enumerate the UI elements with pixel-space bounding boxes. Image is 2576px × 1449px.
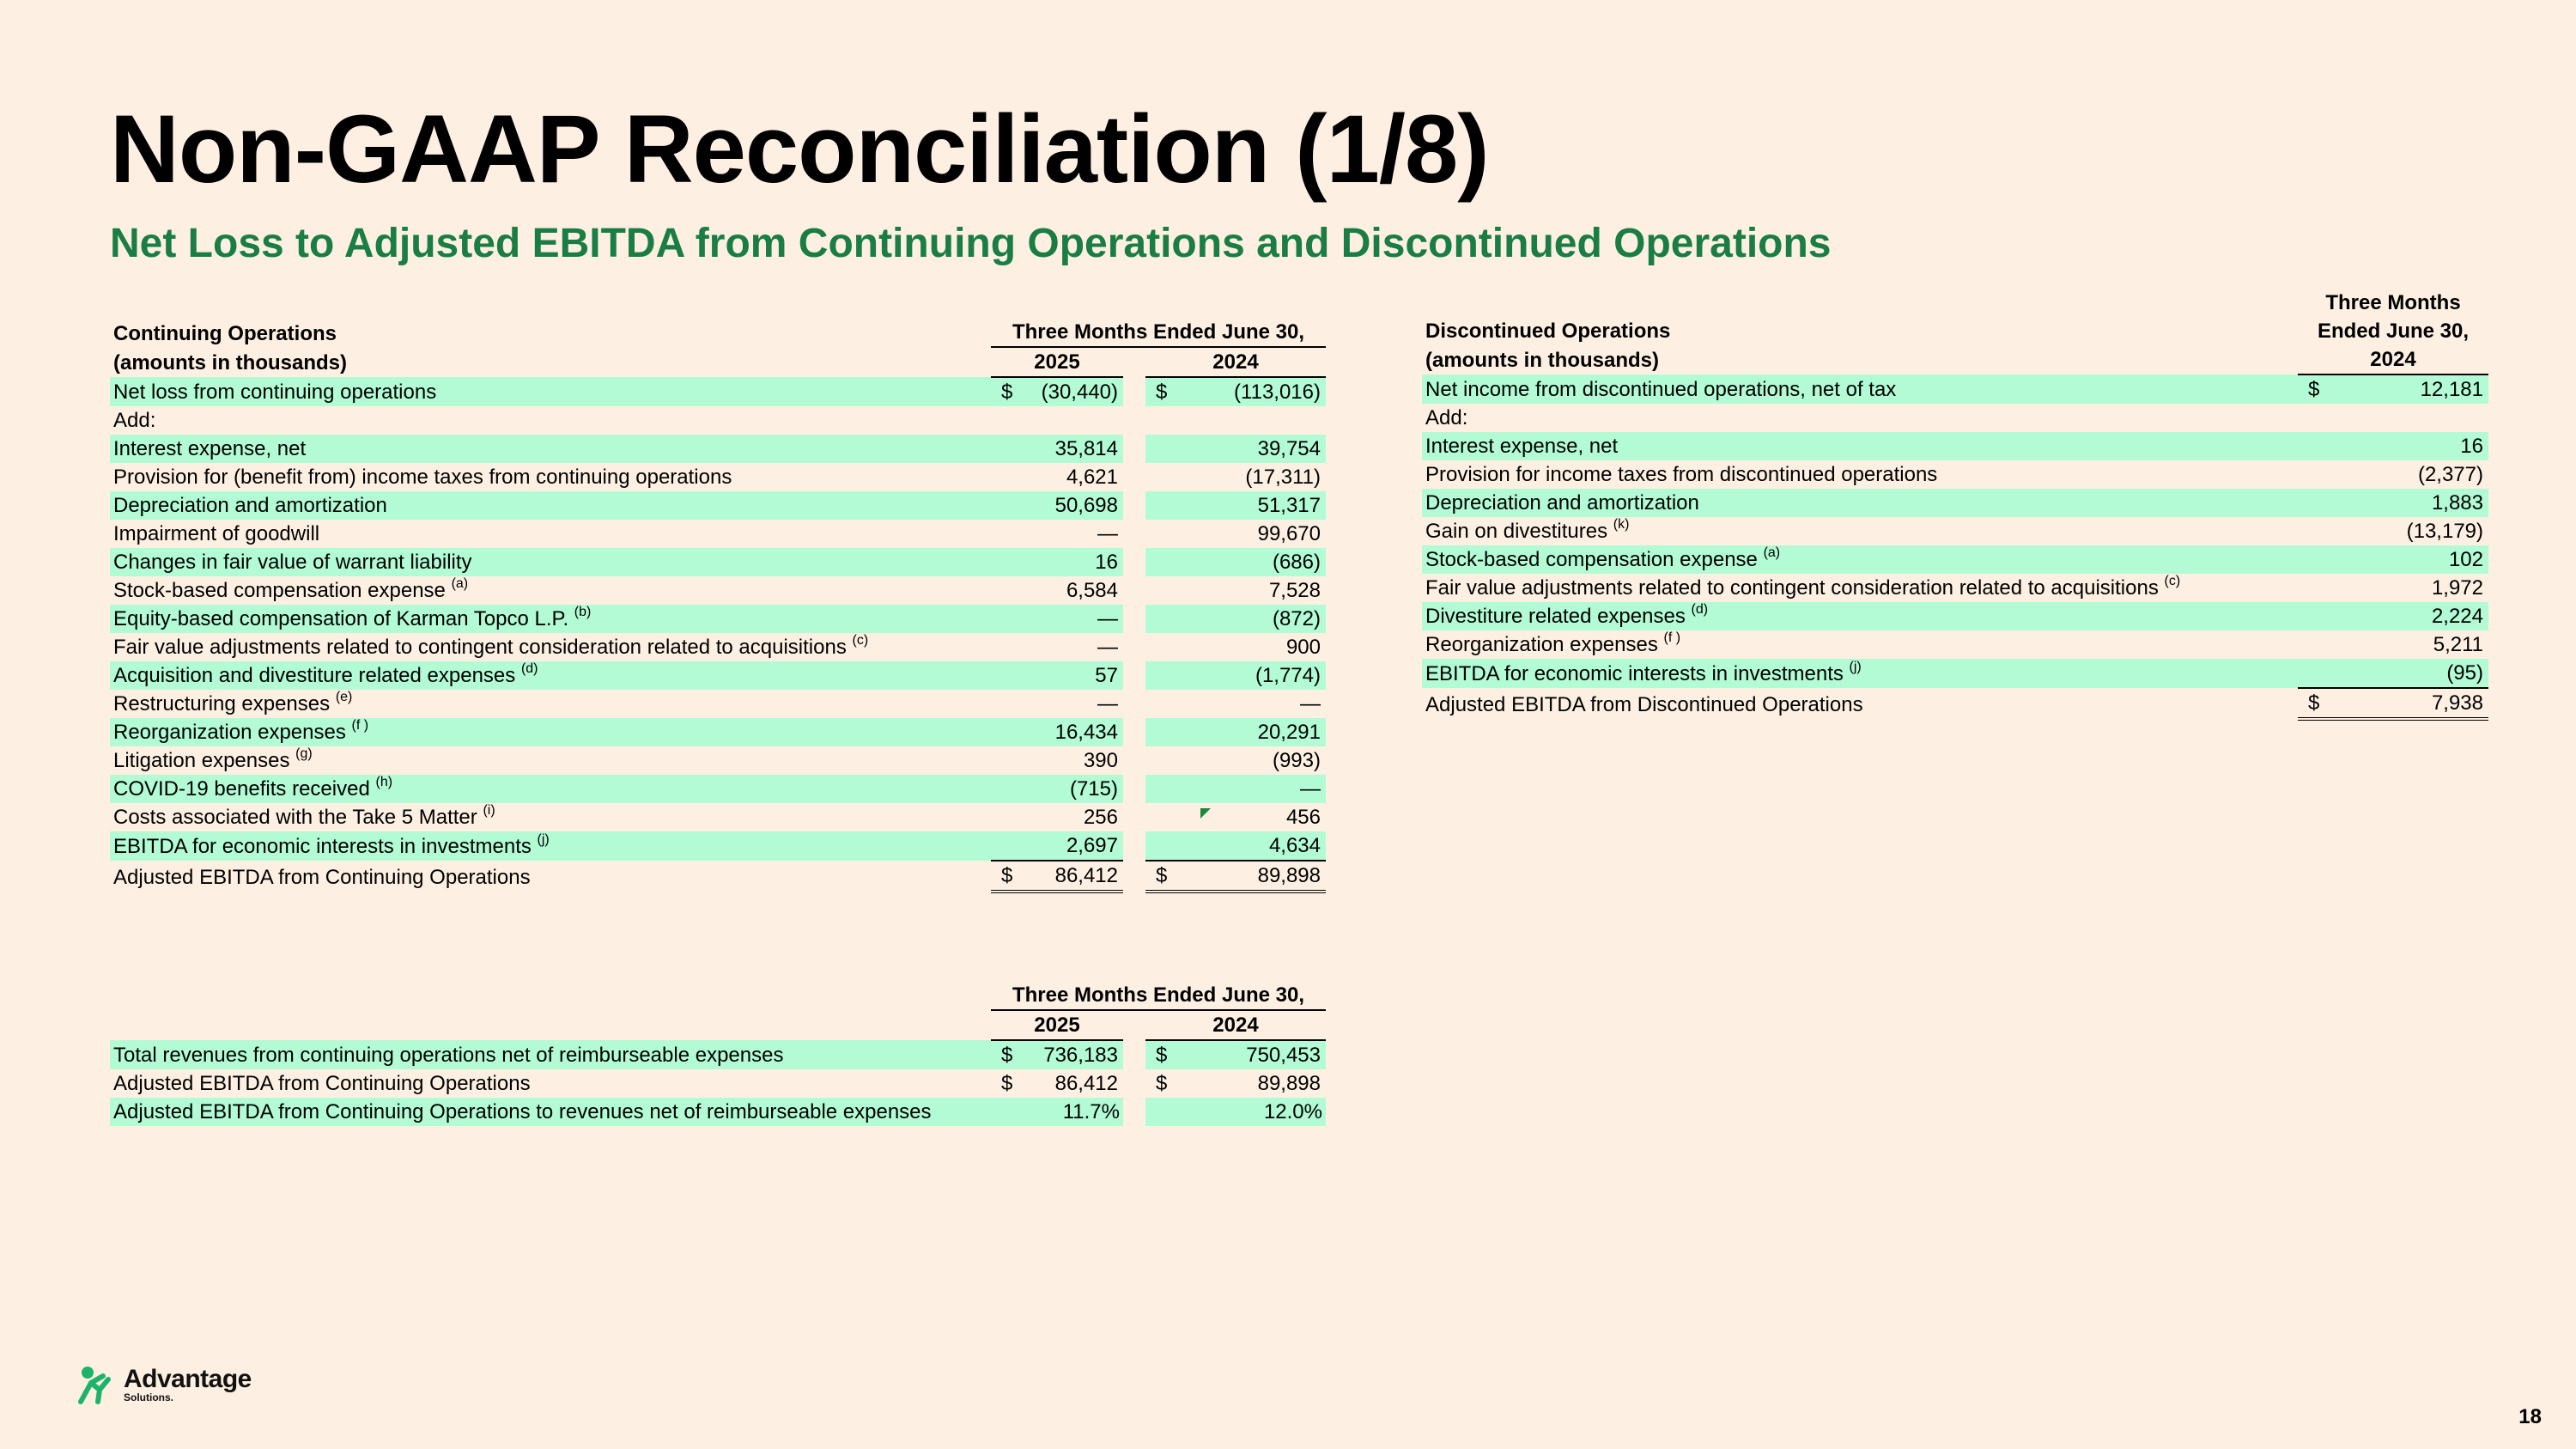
value-2025: (30,440) (1032, 377, 1123, 406)
value-2024: (17,311) (1245, 466, 1321, 489)
logo-subname: Solutions. (124, 1391, 173, 1403)
page-subtitle: Net Loss to Adjusted EBITDA from Continuing Operations and Discontinued Operations (110, 221, 1832, 266)
row-label (110, 491, 991, 520)
value-2025: — (1097, 636, 1118, 659)
row-label (110, 746, 991, 775)
value-2024: 99,670 (1257, 522, 1321, 545)
value-2024: 102 (2342, 545, 2488, 574)
value-2025 (1032, 406, 1123, 435)
footnote-marker: (a) (1763, 545, 1781, 560)
logo-wordmark (124, 1367, 252, 1403)
page-number: 18 (2518, 1405, 2542, 1428)
value-2025: 57 (1032, 661, 1123, 690)
value-2025: 256 (1083, 806, 1118, 829)
row-label-text: Fair value adjustments related to contingent consideration related to acquisitions (1425, 576, 2159, 600)
value-2024: 7,938 (2342, 688, 2488, 719)
discontinued-total-row (1422, 688, 2488, 719)
row-label (110, 435, 991, 463)
continuing-total-row (110, 861, 1326, 892)
value-2024: 4,634 (1187, 831, 1326, 861)
table-row (110, 520, 1326, 548)
value-2024: 39,754 (1187, 435, 1326, 463)
row-label (110, 520, 991, 548)
value-2024: (686) (1187, 548, 1326, 576)
footnote-marker: (h) (375, 775, 393, 789)
table-row (110, 1069, 1326, 1098)
value-2024: (872) (1187, 605, 1326, 633)
value-2025: 35,814 (1032, 435, 1123, 463)
value-2024: 2,224 (2342, 602, 2488, 630)
value-2024: 456 (1285, 806, 1321, 829)
row-label-text: Add: (1425, 406, 1468, 429)
row-label (110, 803, 991, 831)
footnote-marker: (c) (2164, 574, 2181, 588)
value-2024 (2342, 404, 2488, 432)
value-2024: (95) (2342, 659, 2488, 688)
row-label-text: Acquisition and divestiture related expenses (113, 664, 516, 687)
row-label (110, 377, 991, 406)
row-label (110, 605, 991, 633)
table-row (1422, 460, 2488, 489)
row-label (110, 718, 991, 746)
table-row (1422, 404, 2488, 432)
row-label-text: Provision for (benefit from) income taxes from continuing operations (113, 466, 732, 489)
currency-symbol: $ (991, 377, 1032, 406)
table-row (1422, 630, 2488, 659)
value-2024: (1,774) (1187, 661, 1326, 690)
revenue-period-label: Three Months Ended June 30, (991, 981, 1326, 1011)
row-label-text: Add: (113, 409, 156, 432)
value-2024: (13,179) (2406, 520, 2483, 543)
row-label-text: Restructuring expenses (113, 692, 331, 715)
currency-symbol: $ (991, 1040, 1032, 1069)
footnote-marker: (g) (295, 746, 313, 761)
row-label-text: EBITDA for economic interests in investments (1425, 662, 1844, 685)
value-2025: 390 (1083, 749, 1118, 772)
row-label: Adjusted EBITDA from Continuing Operations (113, 1072, 531, 1095)
value-2024: — (1187, 775, 1326, 803)
row-label (1422, 602, 2298, 630)
logo-name: Advantage (124, 1365, 252, 1393)
row-label-text: EBITDA for economic interests in investments (113, 835, 532, 858)
value-2025: 736,183 (1032, 1040, 1123, 1069)
value-2024: 51,317 (1187, 491, 1326, 520)
discontinued-year-2024: 2024 (2298, 345, 2488, 374)
table-row (1422, 574, 2488, 602)
row-label-text: Net loss from continuing operations (113, 381, 437, 404)
continuing-period-header (991, 318, 1326, 348)
value-2025: 86,412 (1032, 861, 1123, 892)
value-2025: 11.7% (991, 1098, 1123, 1126)
row-label (1422, 489, 2298, 517)
footnote-marker: (f ) (1663, 630, 1681, 645)
table-row (1422, 602, 2488, 630)
row-label: Adjusted EBITDA from Discontinued Operations (1425, 693, 1863, 716)
row-label-text: Impairment of goodwill (113, 522, 320, 545)
table-row (110, 605, 1326, 633)
table-row (1422, 545, 2488, 574)
footnote-marker: (d) (520, 661, 538, 676)
currency-symbol: $ (991, 861, 1032, 892)
value-2024: 20,291 (1187, 718, 1326, 746)
row-label (110, 548, 991, 576)
footnote-marker: (d) (1691, 602, 1709, 617)
table-row (110, 377, 1326, 406)
currency-symbol: $ (1156, 1072, 1168, 1095)
row-label-text: Gain on divestitures (1425, 520, 1608, 543)
table-row (110, 435, 1326, 463)
table-row (110, 718, 1326, 746)
row-label (110, 633, 991, 661)
row-label-text: Interest expense, net (113, 437, 307, 460)
row-label-text: Fair value adjustments related to contingent consideration related to acquisitions (113, 636, 847, 659)
value-2024: 16 (2342, 432, 2488, 460)
row-label (1422, 630, 2298, 659)
discontinued-header-title: Discontinued Operations (1425, 320, 1671, 343)
value-2025: 4,621 (1066, 466, 1118, 489)
table-row (110, 661, 1326, 690)
table-row (110, 1040, 1326, 1069)
value-2024: 12,181 (2342, 374, 2488, 404)
row-label (1422, 545, 2298, 574)
row-label-text: Equity-based compensation of Karman Topco L.P. (113, 607, 569, 630)
currency-symbol: $ (1145, 1040, 1187, 1069)
value-2025: 16,434 (1032, 718, 1123, 746)
table-row (110, 831, 1326, 861)
value-2024: 900 (1285, 636, 1321, 659)
continuing-year-2025: 2025 (991, 348, 1123, 377)
value-2024: 12.0% (1145, 1098, 1326, 1126)
advantage-solutions-logo (76, 1364, 252, 1405)
table-row (1422, 659, 2488, 688)
currency-symbol: $ (1001, 1072, 1013, 1095)
table-row (110, 548, 1326, 576)
value-2024: — (1300, 692, 1321, 715)
revenue-ratio-table (110, 981, 1326, 1126)
value-2024: (993) (1272, 749, 1321, 772)
row-label (1422, 659, 2298, 688)
discontinued-operations-table (1422, 289, 2488, 721)
revenue-year-2025: 2025 (991, 1011, 1123, 1040)
footnote-marker: (j) (537, 832, 550, 847)
continuing-operations-table (110, 318, 1326, 893)
value-2025: (715) (1032, 775, 1123, 803)
value-2024: 7,528 (1268, 579, 1321, 602)
currency-symbol: $ (2298, 688, 2342, 719)
row-label-text: Stock-based compensation expense (113, 579, 446, 602)
value-2025: 86,412 (1054, 1072, 1118, 1095)
discontinued-period-line1: Three Months (2325, 291, 2461, 314)
row-label: Total revenues from continuing operations net of reimburseable expenses (110, 1040, 991, 1069)
row-label (110, 406, 991, 435)
row-label-text: Stock-based compensation expense (1425, 548, 1758, 571)
row-label-text: Reorganization expenses (113, 721, 346, 744)
advantage-figure-icon (76, 1364, 113, 1405)
value-2024 (1187, 406, 1326, 435)
table-row (110, 633, 1326, 661)
row-label (1422, 374, 2298, 404)
row-label: Adjusted EBITDA from Continuing Operations (113, 866, 531, 889)
value-2024: (113,016) (1187, 377, 1326, 406)
value-2024: 89,898 (1187, 861, 1326, 892)
row-label-text: Changes in fair value of warrant liability (113, 551, 472, 574)
value-2025: — (1032, 605, 1123, 633)
row-label-text: Net income from discontinued operations, net of tax (1425, 378, 1897, 401)
row-label-text: Costs associated with the Take 5 Matter (113, 806, 477, 829)
value-2025: 50,698 (1032, 491, 1123, 520)
footnote-marker: (a) (451, 576, 469, 591)
row-label-text: Depreciation and amortization (1425, 491, 1699, 514)
currency-symbol: $ (2298, 374, 2342, 404)
row-label (110, 775, 991, 803)
row-label (110, 661, 991, 690)
table-row (1422, 432, 2488, 460)
continuing-header-title: Continuing Operations (113, 322, 337, 345)
footnote-marker: (e) (335, 690, 353, 704)
value-2024: 89,898 (1257, 1072, 1321, 1095)
row-label (1422, 460, 2298, 489)
table-row (1422, 374, 2488, 404)
row-label (1422, 574, 2298, 602)
footnote-marker: (b) (574, 605, 592, 619)
currency-symbol: $ (1145, 377, 1187, 406)
footnote-marker: (f ) (351, 718, 369, 733)
row-label-text: Litigation expenses (113, 749, 290, 772)
value-2025: — (1097, 692, 1118, 715)
row-label: Adjusted EBITDA from Continuing Operations to revenues net of reimburseable expenses (110, 1098, 991, 1126)
continuing-year-2024: 2024 (1145, 348, 1326, 377)
cell-comment-flag-icon (1200, 808, 1211, 819)
value-2024: 1,972 (2431, 576, 2483, 600)
footnote-marker: (j) (1849, 660, 1862, 674)
row-label-text: Reorganization expenses (1425, 633, 1658, 656)
row-label (110, 576, 991, 605)
footnote-marker: (i) (483, 803, 495, 818)
row-label (1422, 432, 2298, 460)
row-label-text: Interest expense, net (1425, 435, 1619, 458)
row-label-text: Depreciation and amortization (113, 494, 387, 517)
footnote-marker: (k) (1613, 517, 1630, 532)
row-label-text: Divestiture related expenses (1425, 605, 1686, 628)
discontinued-header-units: (amounts in thousands) (1425, 349, 1659, 372)
ebitda-margin-row (110, 1098, 1326, 1126)
table-row (110, 576, 1326, 605)
discontinued-period-line2: Ended June 30, (2317, 320, 2470, 343)
row-label (110, 690, 991, 718)
footnote-marker: (c) (852, 633, 869, 648)
continuing-period-label: Three Months Ended June 30, (991, 318, 1326, 348)
value-2024: (2,377) (2417, 463, 2483, 486)
table-row (110, 491, 1326, 520)
value-2024: 5,211 (2433, 633, 2483, 656)
row-label (110, 463, 991, 491)
row-label-text: Provision for income taxes from discontinued operations (1425, 463, 1938, 486)
table-row (110, 690, 1326, 718)
currency-symbol: $ (1145, 861, 1187, 892)
page-title: Non-GAAP Reconciliation (1/8) (110, 95, 1489, 203)
row-label (1422, 404, 2298, 432)
row-label (110, 831, 991, 861)
table-row (110, 746, 1326, 775)
value-2025: 2,697 (1032, 831, 1123, 861)
value-2025: 6,584 (1066, 579, 1118, 602)
value-2025: 16 (1032, 548, 1123, 576)
table-row (1422, 517, 2488, 545)
table-row (110, 463, 1326, 491)
table-row (110, 406, 1326, 435)
table-row (110, 775, 1326, 803)
row-label-text: COVID-19 benefits received (113, 777, 370, 801)
value-2024: 750,453 (1187, 1040, 1326, 1069)
revenue-year-2024: 2024 (1145, 1011, 1326, 1040)
row-label (1422, 517, 2298, 545)
continuing-header-units: (amounts in thousands) (113, 351, 347, 374)
table-row (1422, 489, 2488, 517)
value-2025: — (1097, 522, 1118, 545)
value-2024: 1,883 (2342, 489, 2488, 517)
table-row (110, 803, 1326, 831)
